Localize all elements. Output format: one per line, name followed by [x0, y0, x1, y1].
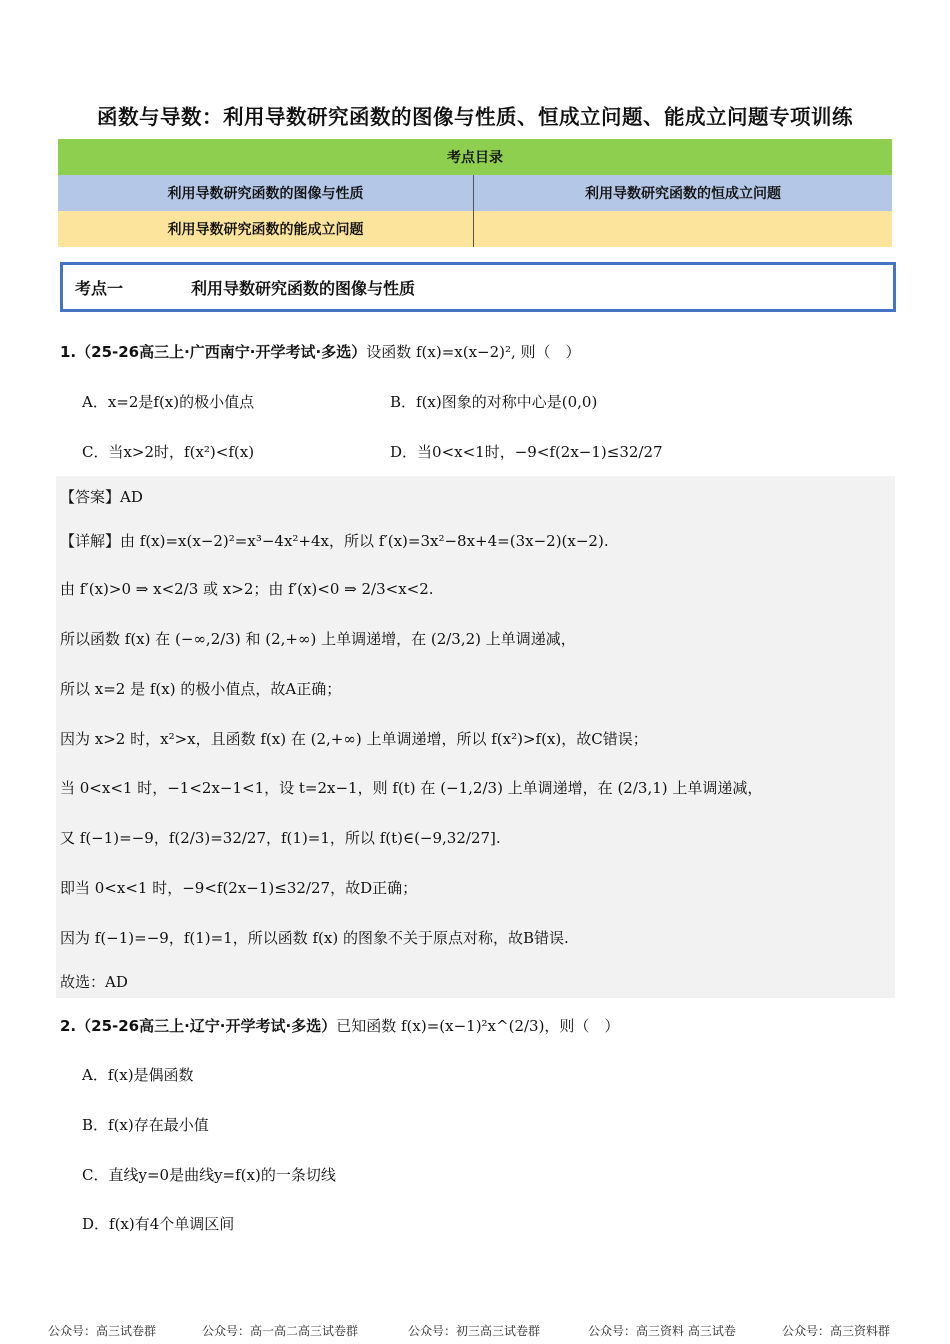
toc-header: 考点目录	[58, 139, 892, 175]
q2-option-a[interactable]: A．f(x)是偶函数	[82, 1066, 194, 1084]
section-number: 考点一	[75, 279, 124, 298]
q1-detail-line-10: 故选：AD	[60, 973, 128, 991]
q2-option-b[interactable]: B．f(x)存在最小值	[82, 1116, 209, 1134]
q1-header	[60, 341, 581, 362]
q2-option-d[interactable]: D．f(x)有4个单调区间	[82, 1215, 235, 1233]
q1-stem: 设函数 f(x)=x(x−2)², 则（ ）	[366, 343, 581, 361]
q2-source: 2.（25-26高三上·辽宁·开学考试·多选）	[60, 1017, 337, 1035]
q1-detail-line-6: 当 0<x<1 时，−1<2x−1<1，设 t=2x−1，则 f(t) 在 (−1,2/3) 上单调递增，在 (2/3,1) 上单调递减，	[60, 779, 763, 797]
toc-item-1[interactable]: 利用导数研究函数的图像与性质	[58, 175, 474, 211]
toc-item-3[interactable]: 利用导数研究函数的能成立问题	[58, 211, 474, 247]
q1-detail-line-3: 所以函数 f(x) 在 (−∞,2/3) 和 (2,+∞) 上单调递增，在 (2/3,2) 上单调递减，	[60, 630, 576, 648]
toc-item-2[interactable]: 利用导数研究函数的恒成立问题	[474, 175, 893, 211]
q1-detail-line-8: 即当 0<x<1 时，−9<f(2x−1)≤32/27，故D正确；	[60, 879, 418, 897]
q2-stem: 已知函数 f(x)=(x−1)²x^(2/3)，则（ ）	[336, 1017, 620, 1035]
q1-option-d[interactable]: D．当0<x<1时，−9<f(2x−1)≤32/27	[390, 443, 663, 461]
q1-option-c[interactable]: C．当x>2时，f(x²)<f(x)	[82, 443, 255, 461]
footer-item-1: 公众号：高三试卷群	[48, 1324, 157, 1338]
q1-source: 1.（25-26高三上·广西南宁·开学考试·多选）	[60, 343, 367, 361]
q1-detail-line-1: 【详解】由 f(x)=x(x−2)²=x³−4x²+4x，所以 f′(x)=3x²−8x+4=(3x−2)(x−2).	[60, 532, 609, 550]
q1-option-a[interactable]: A．x=2是f(x)的极小值点	[82, 393, 255, 411]
page-title: 函数与导数：利用导数研究函数的图像与性质、恒成立问题、能成立问题专项训练	[97, 105, 853, 129]
footer-item-2: 公众号：高一高二高三试卷群	[202, 1324, 359, 1338]
q1-detail-line-9: 因为 f(−1)=−9，f(1)=1，所以函数 f(x) 的图象不关于原点对称，故B错误.	[60, 929, 569, 947]
q1-detail-line-5: 因为 x>2 时，x²>x，且函数 f(x) 在 (2,+∞) 上单调递增，所以 f(x²)>f(x)，故C错误；	[60, 730, 648, 748]
q2-option-c[interactable]: C．直线y=0是曲线y=f(x)的一条切线	[82, 1166, 336, 1184]
q1-answer: 【答案】AD	[60, 488, 143, 506]
q1-detail-line-7: 又 f(−1)=−9，f(2/3)=32/27，f(1)=1，所以 f(t)∈(−9,32/27].	[60, 829, 501, 847]
q1-detail-line-4: 所以 x=2 是 f(x) 的极小值点，故A正确；	[60, 680, 342, 698]
section-box	[60, 262, 896, 312]
toc-empty-cell	[474, 211, 893, 247]
footer-item-3: 公众号：初三高三试卷群	[408, 1324, 541, 1338]
q1-option-b[interactable]: B．f(x)图象的对称中心是(0,0)	[390, 393, 598, 411]
footer-item-5: 公众号：高三资料群	[782, 1324, 891, 1338]
footer-item-4: 公众号：高三资料 高三试卷	[588, 1324, 736, 1338]
section-name: 利用导数研究函数的图像与性质	[191, 279, 416, 298]
q2-header	[60, 1015, 619, 1036]
toc-table	[58, 139, 892, 247]
q1-detail-line-2: 由 f′(x)>0 ⇒ x<2/3 或 x>2；由 f′(x)<0 ⇒ 2/3<x<2.	[60, 580, 434, 598]
